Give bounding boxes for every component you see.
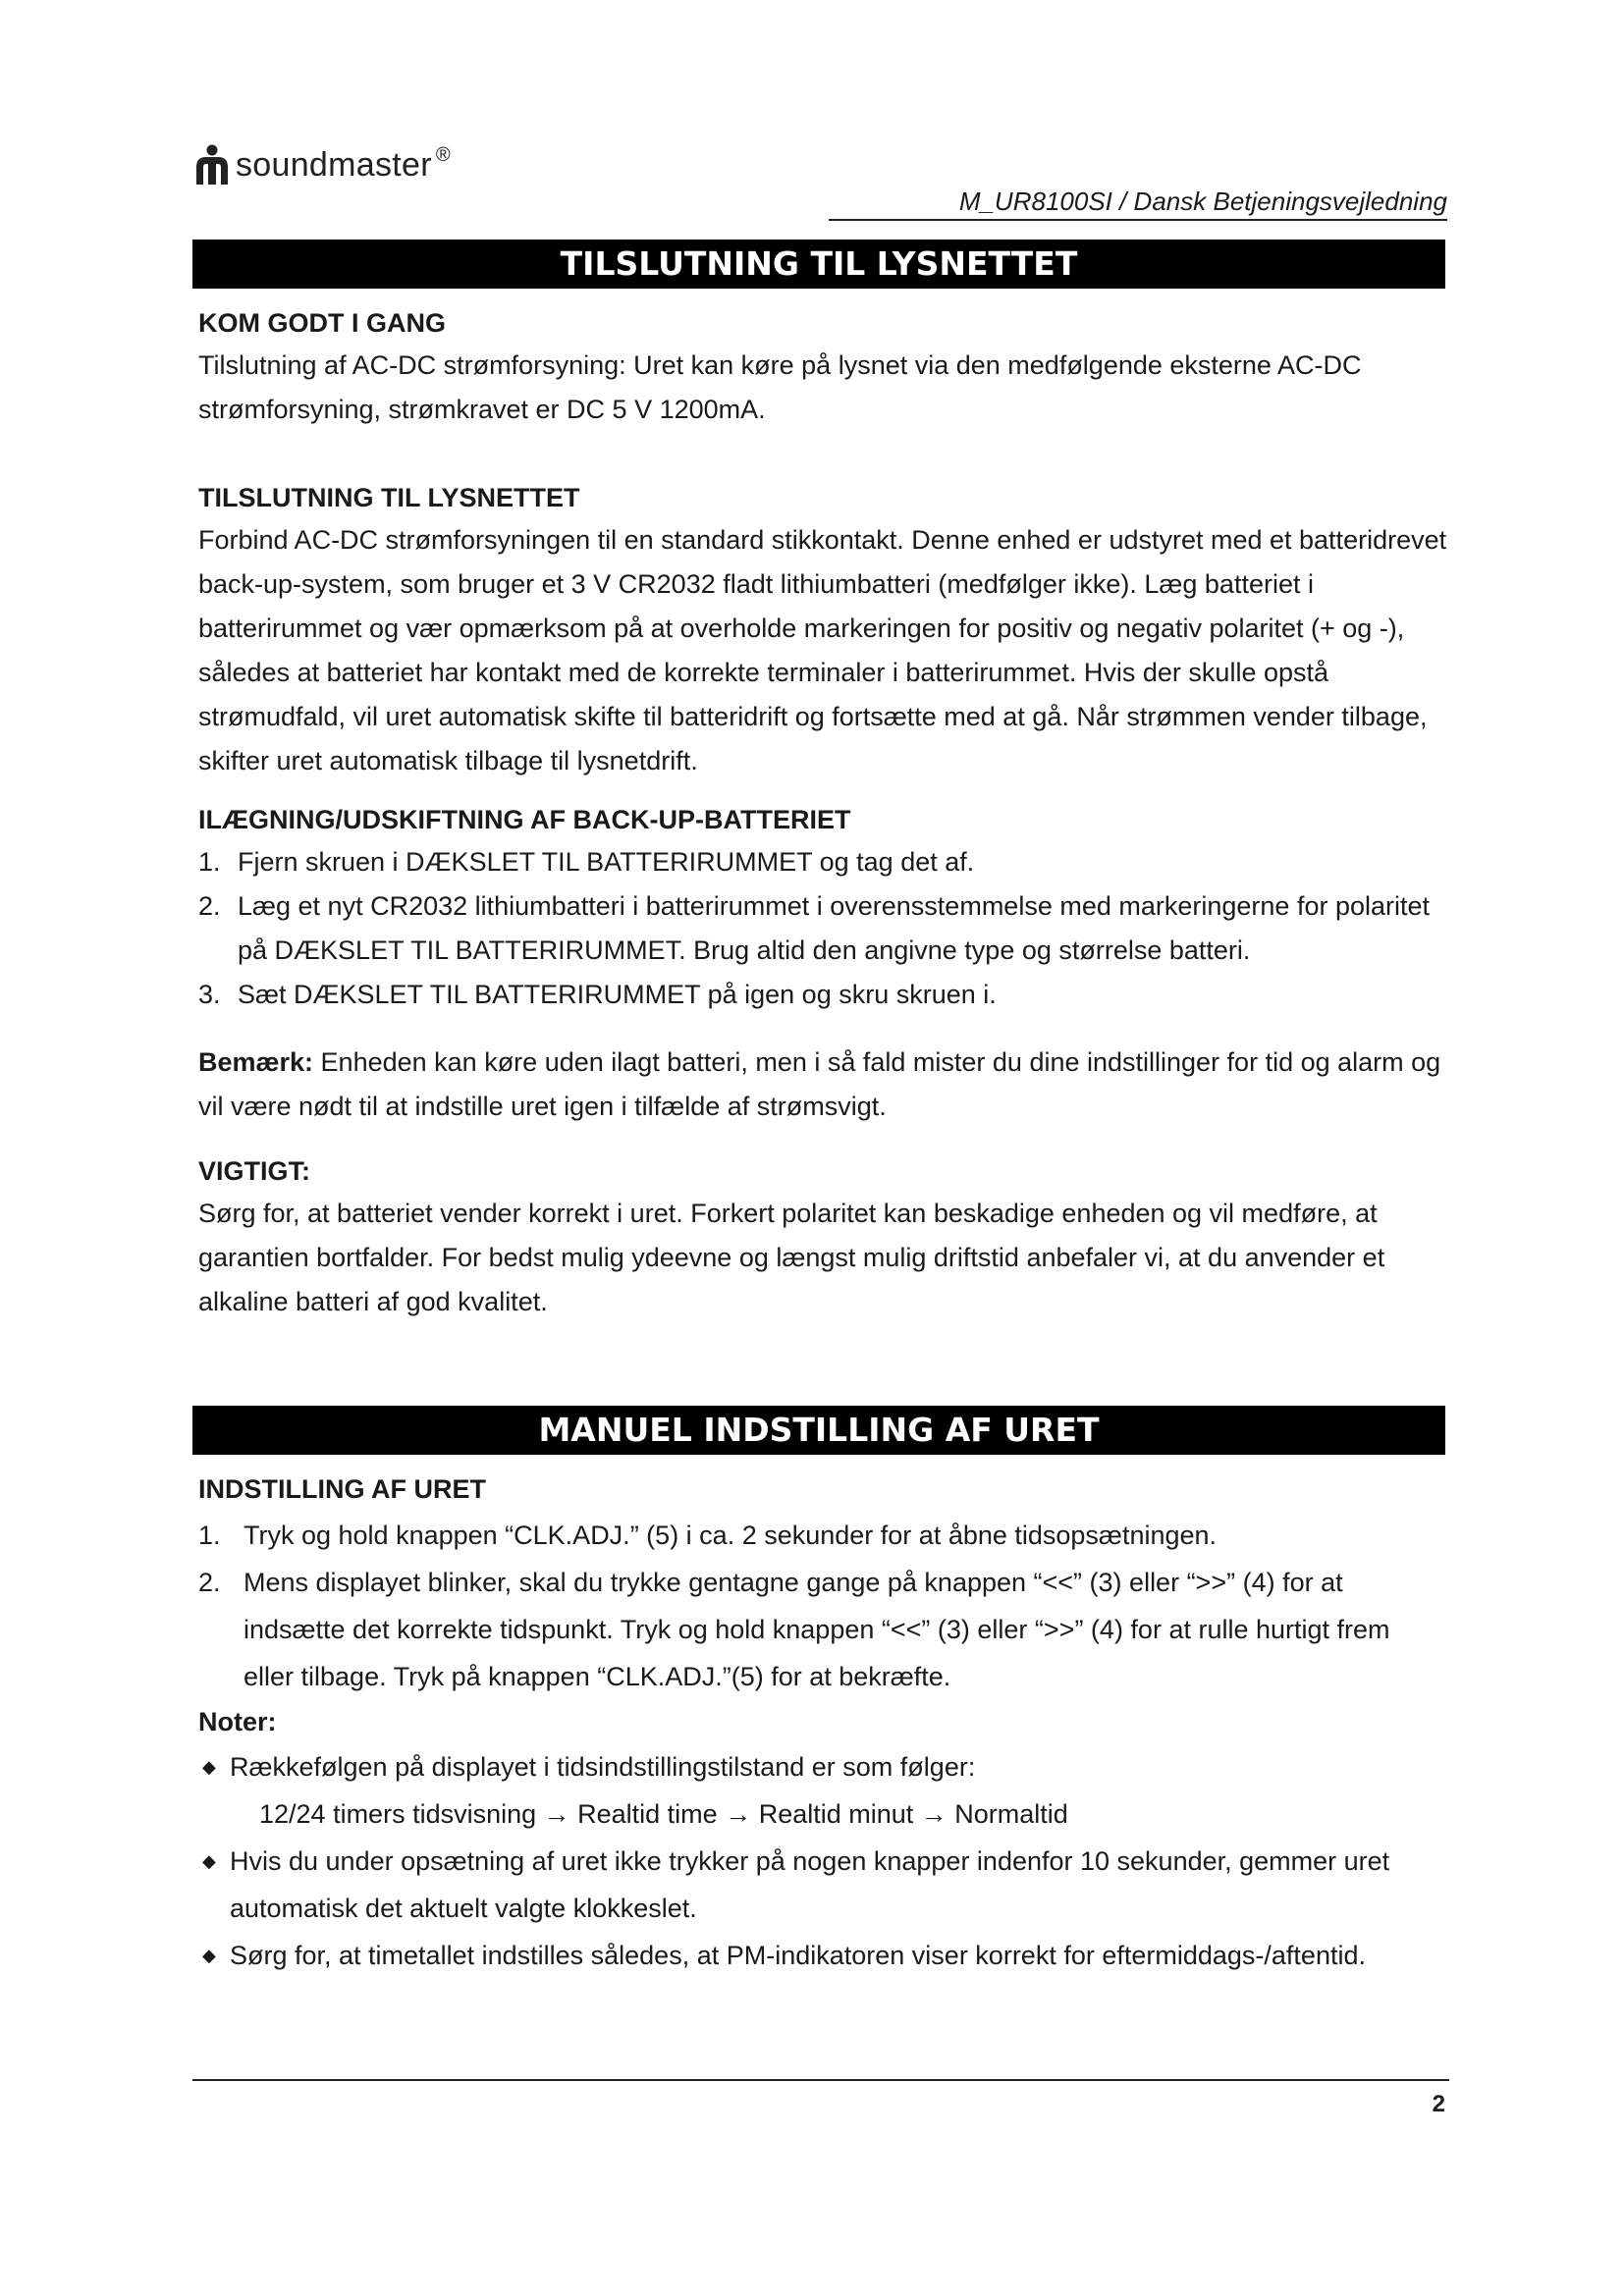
- heading-backup-battery: ILÆGNING/UDSKIFTNING AF BACK-UP-BATTERIET: [198, 805, 851, 834]
- heading-getting-started: KOM GODT I GANG: [198, 308, 446, 338]
- list-item: ◆ Hvis du under opsætning af uret ikke trykker på nogen knapper indenfor 10 sekunder, gemmer uret automatisk det aktuelt valgte klokkeslet.: [198, 1838, 1447, 1932]
- heading-clock-setting: INDSTILLING AF URET: [198, 1474, 486, 1504]
- heading-important: VIGTIGT:: [198, 1156, 310, 1186]
- page-number: 2: [1432, 2091, 1445, 2117]
- sequence-text: 12/24 timers tidsvisning → Realtid time → Realtid minut → Normaltid: [259, 1799, 1068, 1829]
- heading-mains-connection: TILSLUTNING TIL LYSNETTET: [198, 483, 580, 512]
- soundmaster-logo-icon: [192, 143, 232, 187]
- list-item: 1. Fjern skruen i DÆKSLET TIL BATTERIRUMMET og tag det af.: [198, 847, 975, 877]
- footer-divider: [192, 2079, 1449, 2081]
- clock-steps-list: [198, 1512, 1447, 1700]
- note-text: Enheden kan køre uden ilagt batteri, men i så fald mister du dine indstillinger for tid og alarm og vil være nødt til at indstille uret igen i tilfælde af strømsvigt.: [198, 1047, 1441, 1121]
- brand-name: soundmaster: [236, 145, 432, 184]
- heading-notes: Noter:: [198, 1707, 277, 1736]
- list-item: 2. Læg et nyt CR2032 lithiumbatteri i batterirummet i overensstemmelse med markeringerne for polaritet på DÆKSLET TIL BATTERIRUMMET. Brug altid den angivne type og størrelse batteri.: [198, 891, 1431, 965]
- bullet-icon: ◆: [202, 1946, 216, 1965]
- section-title-power: TILSLUTNING TIL LYSNETTET: [192, 240, 1445, 289]
- list-item: 2. Mens displayet blinker, skal du trykke gentagne gange på knappen “<<” (3) eller “>>” (4) for at indsætte det korrekte tidspunkt. Tryk og hold knappen “<<” (3) eller “>>” (4) for at rulle hurtigt frem eller tilbage. Tryk på knappen “CLK.ADJ.”(5) for at bekræfte.: [198, 1568, 1390, 1691]
- battery-steps-list: [198, 840, 1447, 1017]
- bullet-icon: ◆: [202, 1757, 216, 1777]
- note-label: Bemærk:: [198, 1047, 314, 1077]
- list-item: 1. Tryk og hold knappen “CLK.ADJ.” (5) i ca. 2 sekunder for at åbne tidsopsætningen.: [198, 1521, 1218, 1550]
- bullet-icon: ◆: [202, 1851, 216, 1871]
- document-title: M_UR8100SI / Dansk Betjeningsvejledning: [829, 187, 1447, 221]
- important-text: Sørg for, at batteriet vender korrekt i uret. Forkert polaritet kan beskadige enheden og vil medføre, at garantien bortfalder. For bedst mulig ydeevne og længst mulig driftstid anbefaler vi, at du anvender et alkaline batteri af god kvalitet.: [198, 1199, 1385, 1316]
- list-item: 3. Sæt DÆKSLET TIL BATTERIRUMMET på igen og skru skruen i.: [198, 980, 997, 1009]
- note-paragraph: [198, 1041, 1447, 1129]
- getting-started-text: Tilslutning af AC-DC strømforsyning: Uret kan køre på lysnet via den medfølgende eksterne AC-DC strømforsyning, strømkravet er DC 5 V 1200mA.: [198, 350, 1362, 424]
- notes-list: [198, 1743, 1447, 1979]
- registered-mark: ®: [435, 143, 451, 166]
- section-clock-content: [198, 1472, 1447, 1979]
- brand-logo: [192, 143, 451, 187]
- mains-connection-text: Forbind AC-DC strømforsyningen til en standard stikkontakt. Denne enhed er udstyret med et batteridrevet back-up-system, som bruger et 3 V CR2032 fladt lithiumbatteri (medfølger ikke). Læg batteriet i batterirummet og vær opmærksom på at overholde markeringen for positiv og negativ polaritet (+ og -), således at batteriet har kontakt med de korrekte terminaler i batterirummet. Hvis der skulle opstå strømudfald, vil uret automatisk skifte til batteridrift og fortsætte med at gå. Når strømmen vender tilbage, skifter uret automatisk tilbage til lysnetdrift.: [198, 525, 1447, 775]
- section-title-clock-setting: MANUEL INDSTILLING AF URET: [192, 1406, 1445, 1455]
- list-item: ◆ Sørg for, at timetallet indstilles således, at PM-indikatoren viser korrekt for eftermiddags-/aftentid.: [198, 1932, 1447, 1979]
- list-item: ◆ Rækkefølgen på displayet i tidsindstillingstilstand er som følger: 12/24 timers tidsvisning → Realtid time → Realtid minut → Normaltid: [198, 1743, 1447, 1838]
- section-power-content: [198, 306, 1447, 1324]
